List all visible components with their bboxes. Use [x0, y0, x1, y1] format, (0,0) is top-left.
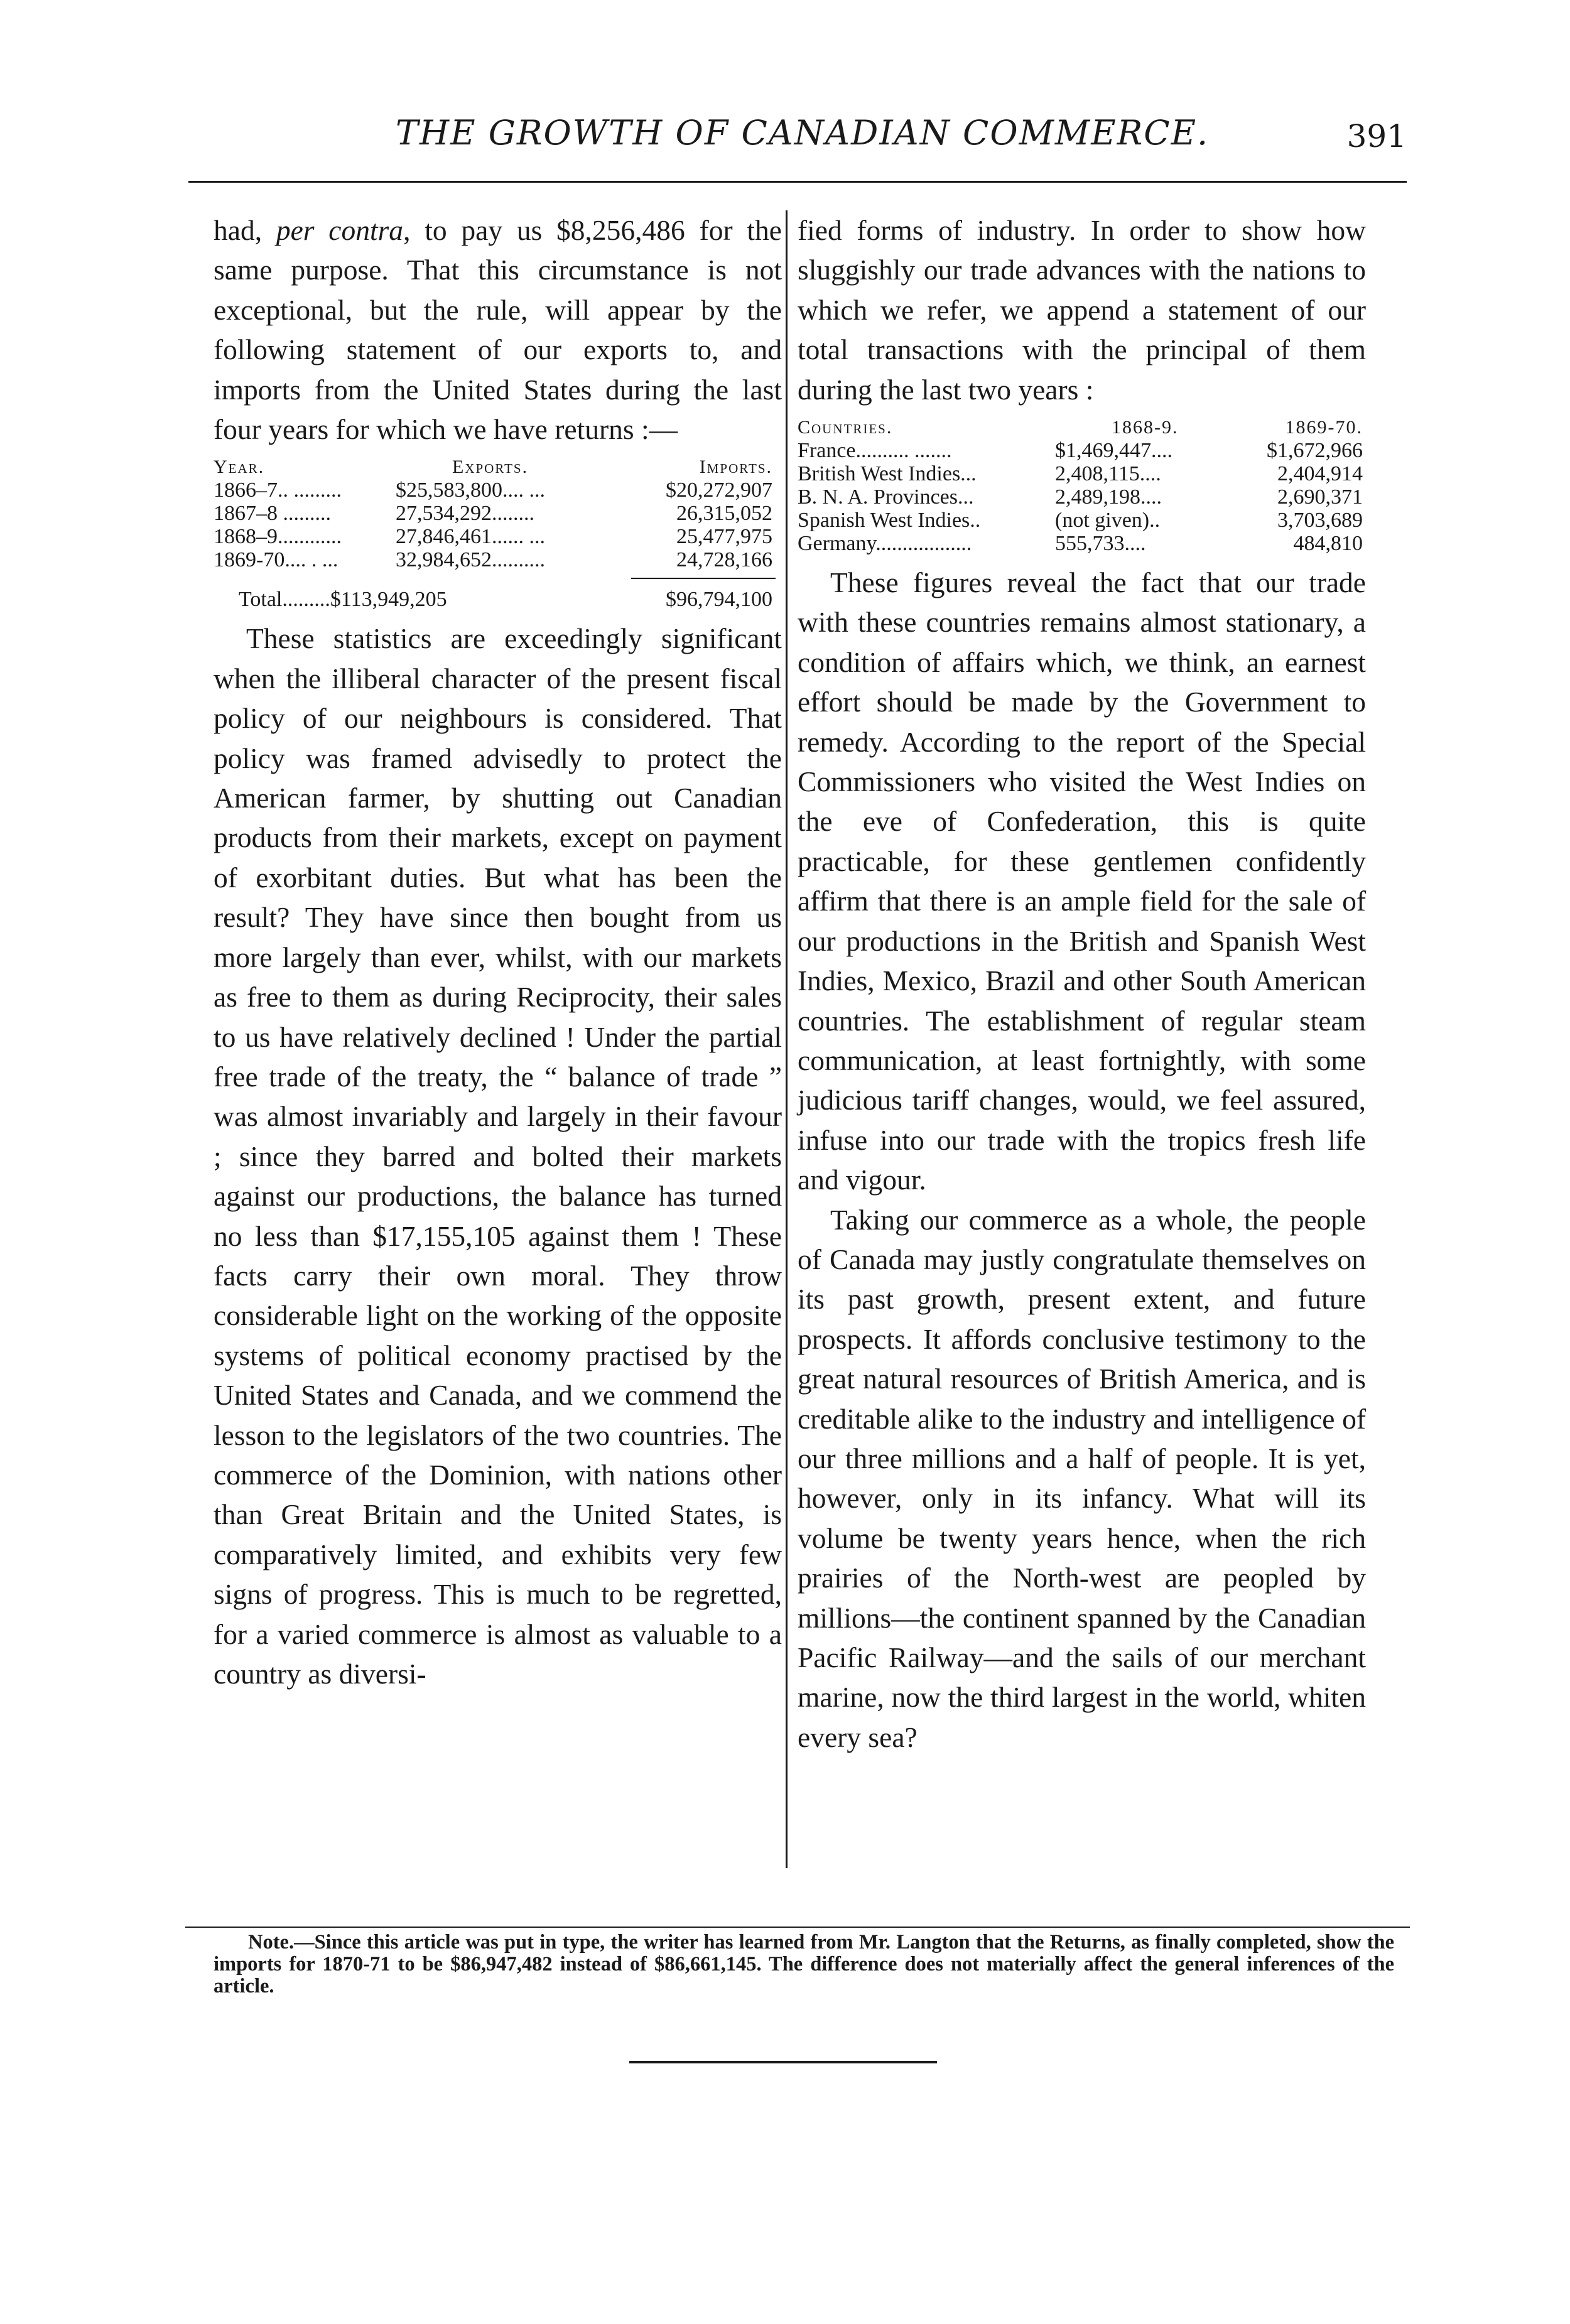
table-cell-year: 1868–9............: [214, 525, 342, 549]
table-row: [214, 478, 782, 502]
footnote-rule: [185, 1927, 1410, 1928]
total-exports: Total.........$113,949,205: [239, 588, 447, 612]
table-cell-imports: 26,315,052: [676, 502, 772, 526]
column-header-imports: Imports.: [699, 457, 772, 478]
trade-countries-table: [798, 416, 1366, 555]
table-header-row: [214, 455, 782, 478]
table-cell-1868-9: (not given)..: [1055, 509, 1161, 532]
table-cell-1869-70: 3,703,689: [1277, 509, 1363, 532]
table-cell-country: British West Indies...: [798, 462, 977, 486]
column-header-countries: Countries.: [798, 417, 893, 438]
right-paragraph-1: fied forms of industry. In order to show how sluggishly our trade advances with the nations to which we refer, we append a statement of our total transactions with the principal of them during the last two years :: [798, 214, 1366, 406]
table-row: [798, 462, 1366, 485]
table-row: [214, 502, 782, 525]
table-cell-imports: $20,272,907: [666, 478, 772, 502]
end-rule: [629, 2061, 937, 2063]
left-paragraph-1: [214, 210, 782, 449]
table-row: [798, 532, 1366, 555]
running-title: THE GROWTH OF CANADIAN COMMERCE.: [396, 113, 1210, 153]
text-span: had,: [214, 214, 276, 246]
page-number: 391: [1346, 118, 1407, 154]
text-span: , to pay us $8,256,486 for the same purpose. That this circumstance is not exceptional, but the rule, will appear by the following statement of our exports to, and imports from the United States during the last four years for which we have returns :—: [214, 214, 782, 446]
table-cell-1869-70: 2,690,371: [1277, 485, 1363, 509]
table-row: [214, 548, 782, 571]
table-cell-country: B. N. A. Provinces...: [798, 485, 974, 509]
table-total-row: [214, 588, 782, 611]
right-paragraph-2: These figures reveal the fact that our trade with these countries remains almost stationary, a condition of affairs which, we think, an earnest effort should be made by the Government to remedy. According to the report of the Special Commissioners who visited the West Indies on the eve of Confederation, this is quite practicable, for these gentlemen confidently affirm that there is an ample field for the sale of our productions in the British and Spanish West Indies, Mexico, Brazil and other South American countries. The establishment of regular steam communication, at least fortnightly, with some judicious tariff changes, would, we feel assured, infuse into our trade with the tropics fresh life and vigour.: [798, 566, 1366, 1196]
table-cell-year: 1869-70.... . ...: [214, 548, 338, 572]
table-cell-year: 1867–8 .........: [214, 502, 331, 526]
table-cell-imports: 24,728,166: [676, 548, 772, 572]
table-cell-exports: 27,534,292........: [396, 502, 534, 526]
column-header-1869-70: 1869-70.: [1285, 417, 1363, 438]
table-cell-1868-9: 555,733....: [1055, 532, 1146, 556]
column-header-year: Year.: [214, 457, 265, 478]
left-column: [214, 210, 782, 1694]
table-cell-1869-70: $1,672,966: [1267, 439, 1363, 463]
table-row: [798, 485, 1366, 509]
table-row: [798, 439, 1366, 462]
table-header-row: [798, 416, 1366, 439]
left-paragraph-2: These statistics are exceedingly significant when the illiberal character of the present fiscal policy of our neighbours is considered. That policy was framed advisedly to protect the American farmer, by shutting out Canadian products from their markets, except on payment of exorbitant duties. But what has been the result? They have since then bought from us more largely than ever, whilst, with our markets as free to them as during Reciprocity, their sales to us have relatively declined ! Under the partial free trade of the treaty, the “ balance of trade ” was almost invariably and largely in their favour ; since they barred and bolted their markets against our productions, the balance has turned no less than $17,155,105 against them ! These facts carry their own moral. They throw considerable light on the working of the opposite systems of political economy practised by the United States and Canada, and we commend the lesson to the legislators of the two countries. The commerce of the Dominion, with nations other than Great Britain and the United States, is comparatively limited, and exhibits very few signs of progress. This is much to be regretted, for a varied commerce is almost as valuable to a country as diversi-: [214, 622, 782, 1690]
table-cell-exports: 32,984,652..........: [396, 548, 545, 572]
table-cell-exports: $25,583,800.... ...: [396, 478, 545, 502]
column-header-1868-9: 1868-9.: [1112, 417, 1179, 438]
table-cell-1868-9: 2,408,115....: [1055, 462, 1161, 486]
total-imports: $96,794,100: [666, 588, 772, 612]
table-cell-year: 1866–7.. .........: [214, 478, 342, 502]
table-cell-1868-9: $1,469,447....: [1055, 439, 1172, 463]
right-paragraph-3: Taking our commerce as a whole, the people of Canada may justly congratulate themselves on its past growth, present extent, and future prospects. It affords conclusive testimony to the great natural resources of British America, and is creditable alike to the industry and intelligence of our three millions and a half of people. It is yet, however, only in its infancy. What will its volume be twenty years hence, when the rich prairies of the North-west are peopled by millions—the continent spanned by the Canadian Pacific Railway—and the sails of our merchant marine, now the third largest in the world, whiten every sea?: [798, 1203, 1366, 1753]
table-cell-country: France.......... .......: [798, 439, 952, 463]
header-rule: [188, 181, 1407, 183]
table-cell-imports: 25,477,975: [676, 525, 772, 549]
footnote: Note.—Since this article was put in type, the writer has learned from Mr. Langton that the Returns, as finally completed, show the imports for 1870-71 to be $86,947,482 instead of $86,661,145. The difference does not materially affect the general inferences of the article.: [214, 1931, 1394, 1997]
total-rule: [631, 578, 776, 579]
right-column: [798, 210, 1366, 1757]
column-divider: [786, 210, 788, 1868]
trade-us-table: [214, 455, 782, 611]
table-row: [798, 509, 1366, 532]
italic-phrase: per contra: [276, 214, 404, 246]
table-cell-1868-9: 2,489,198....: [1055, 485, 1162, 509]
table-row: [214, 525, 782, 548]
table-cell-1869-70: 2,404,914: [1277, 462, 1363, 486]
table-cell-exports: 27,846,461...... ...: [396, 525, 545, 549]
table-cell-1869-70: 484,810: [1293, 532, 1363, 556]
column-header-exports: Exports.: [452, 457, 529, 478]
table-cell-country: Spanish West Indies..: [798, 509, 981, 532]
table-cell-country: Germany..................: [798, 532, 972, 556]
running-header: [188, 113, 1407, 163]
